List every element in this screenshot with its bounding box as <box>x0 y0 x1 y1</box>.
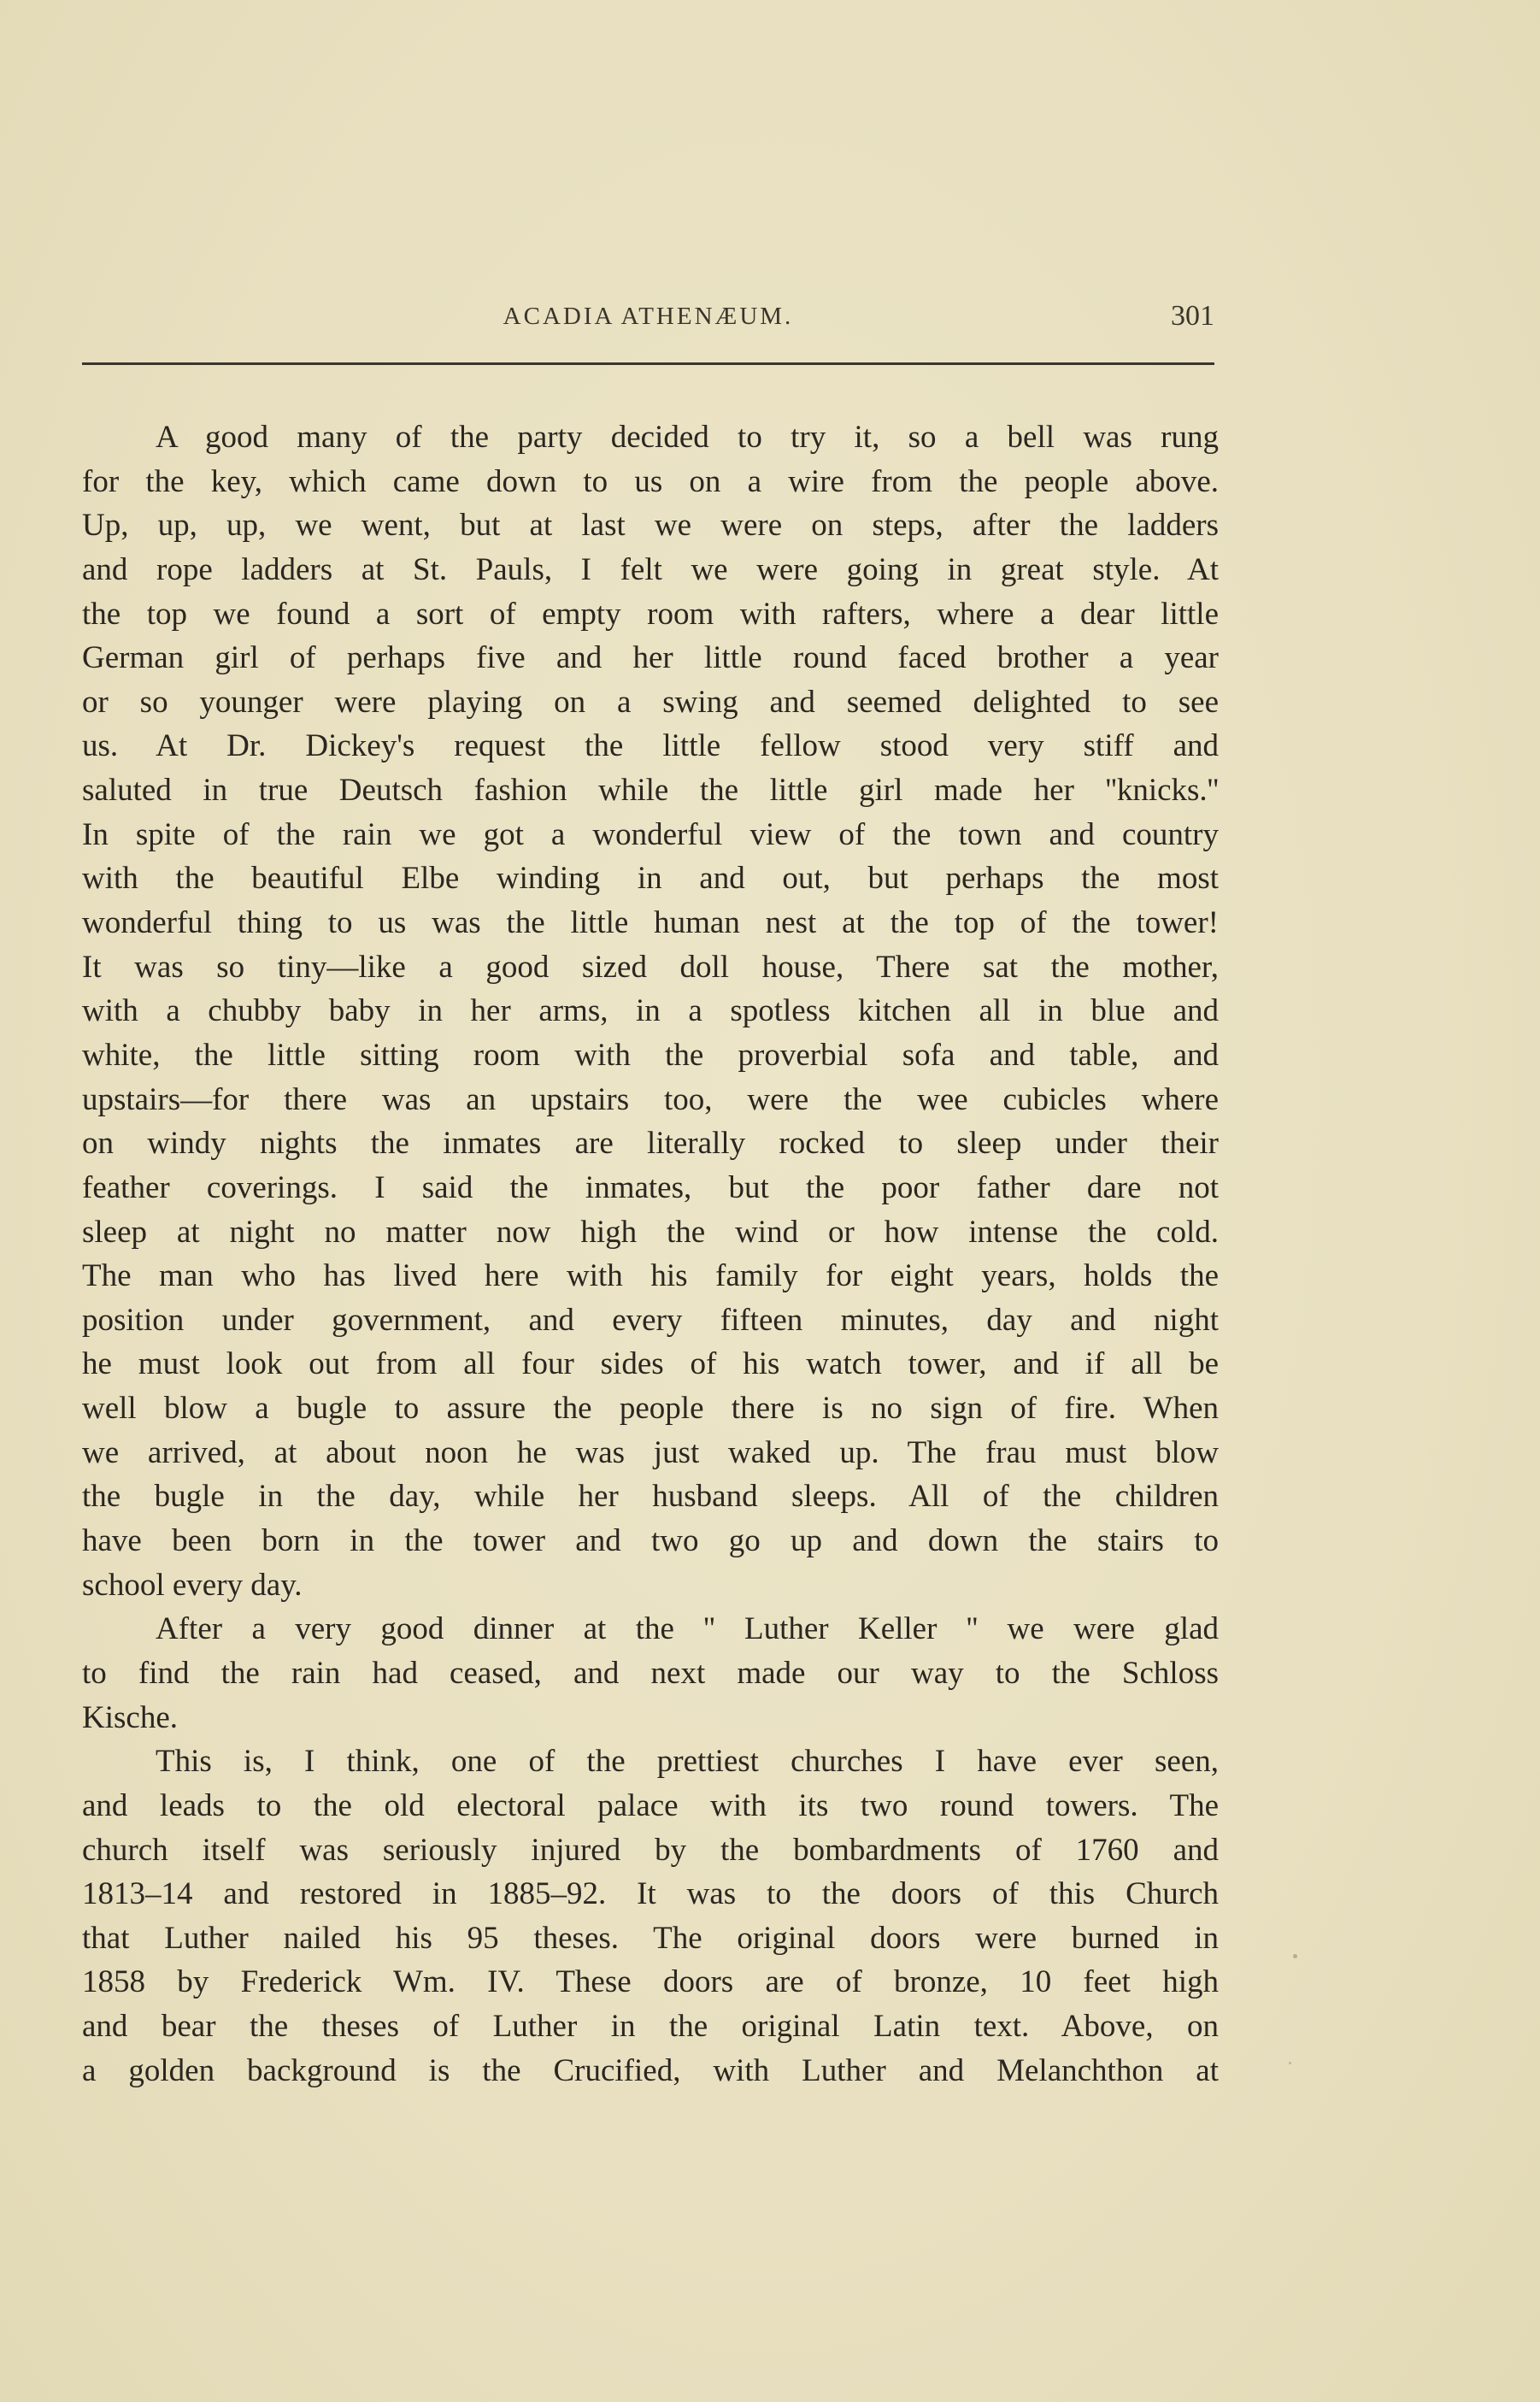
header-rule <box>82 362 1214 365</box>
text-line: A good many of the party decided to try it, so a bell was rung <box>156 420 1219 455</box>
text-line: Kische. <box>82 1699 178 1735</box>
text-line: we arrived, at about noon he was just waked up. The frau must blow <box>82 1434 1219 1470</box>
text-line: to find the rain had ceased, and next made our way to the Schloss <box>82 1655 1219 1691</box>
text-line: us. At Dr. Dickey's request the little fellow stood very stiff and <box>82 728 1219 764</box>
running-header <box>82 296 1214 337</box>
text-line: German girl of perhaps five and her little round faced brother a year <box>82 640 1219 676</box>
text-line: 1813–14 and restored in 1885–92. It was to the doors of this Church <box>82 1876 1219 1912</box>
text-line: sleep at night no matter now high the wind or how intense the cold. <box>82 1214 1219 1250</box>
text-line: and bear the theses of Luther in the original Latin text. Above, on <box>82 2009 1219 2045</box>
paper-speck <box>1289 2062 1291 2064</box>
text-line: Up, up, up, we went, but at last we were on steps, after the ladders <box>82 508 1219 544</box>
text-line: the bugle in the day, while her husband sleeps. All of the children <box>82 1479 1219 1515</box>
text-line: After a very good dinner at the '' Luther Keller '' we were glad <box>156 1611 1219 1647</box>
text-line: and leads to the old electoral palace with its two round towers. The <box>82 1787 1219 1823</box>
text-line: that Luther nailed his 95 theses. The original doors were burned in <box>82 1920 1219 1956</box>
text-line: for the key, which came down to us on a wire from the people above. <box>82 463 1219 499</box>
text-line: 1858 by Frederick Wm. IV. These doors are of bronze, 10 feet high <box>82 1964 1219 2000</box>
text-line: feather coverings. I said the inmates, but the poor father dare not <box>82 1169 1219 1205</box>
text-line: with a chubby baby in her arms, in a spotless kitchen all in blue and <box>82 993 1219 1029</box>
body-text <box>82 415 1219 2093</box>
running-title: ACADIA ATHENÆUM. <box>503 303 794 330</box>
text-line: have been born in the tower and two go up and down the stairs to <box>82 1523 1219 1559</box>
text-line: position under government, and every fifteen minutes, day and night <box>82 1302 1219 1338</box>
text-line: saluted in true Deutsch fashion while the little girl made her ''knicks.'' <box>82 773 1219 809</box>
text-line: In spite of the rain we got a wonderful view of the town and country <box>82 816 1219 852</box>
text-line: or so younger were playing on a swing and seemed delighted to see <box>82 684 1219 720</box>
text-line: white, the little sitting room with the proverbial sofa and table, and <box>82 1037 1219 1073</box>
text-line: a golden background is the Crucified, with Luther and Melanchthon at <box>82 2052 1219 2088</box>
text-line: It was so tiny—like a good sized doll house, There sat the mother, <box>82 949 1219 985</box>
text-line: well blow a bugle to assure the people there is no sign of fire. When <box>82 1391 1219 1427</box>
text-line: on windy nights the inmates are literally rocked to sleep under their <box>82 1126 1219 1162</box>
text-line: church itself was seriously injured by the bombardments of 1760 and <box>82 1832 1219 1868</box>
text-line: This is, I think, one of the prettiest churches I have ever seen, <box>156 1744 1219 1780</box>
paper-speck <box>1293 1954 1297 1958</box>
text-line: and rope ladders at St. Pauls, I felt we were going in great style. At <box>82 551 1219 587</box>
text-line: school every day. <box>82 1567 303 1603</box>
text-line: wonderful thing to us was the little human nest at the top of the tower! <box>82 905 1219 941</box>
page-number: 301 <box>1171 300 1214 332</box>
text-line: the top we found a sort of empty room with rafters, where a dear little <box>82 596 1219 632</box>
text-line: with the beautiful Elbe winding in and out, but perhaps the most <box>82 861 1219 897</box>
text-line: he must look out from all four sides of his watch tower, and if all be <box>82 1346 1219 1382</box>
text-line: upstairs—for there was an upstairs too, were the wee cubicles where <box>82 1081 1219 1117</box>
text-line: The man who has lived here with his family for eight years, holds the <box>82 1258 1219 1294</box>
